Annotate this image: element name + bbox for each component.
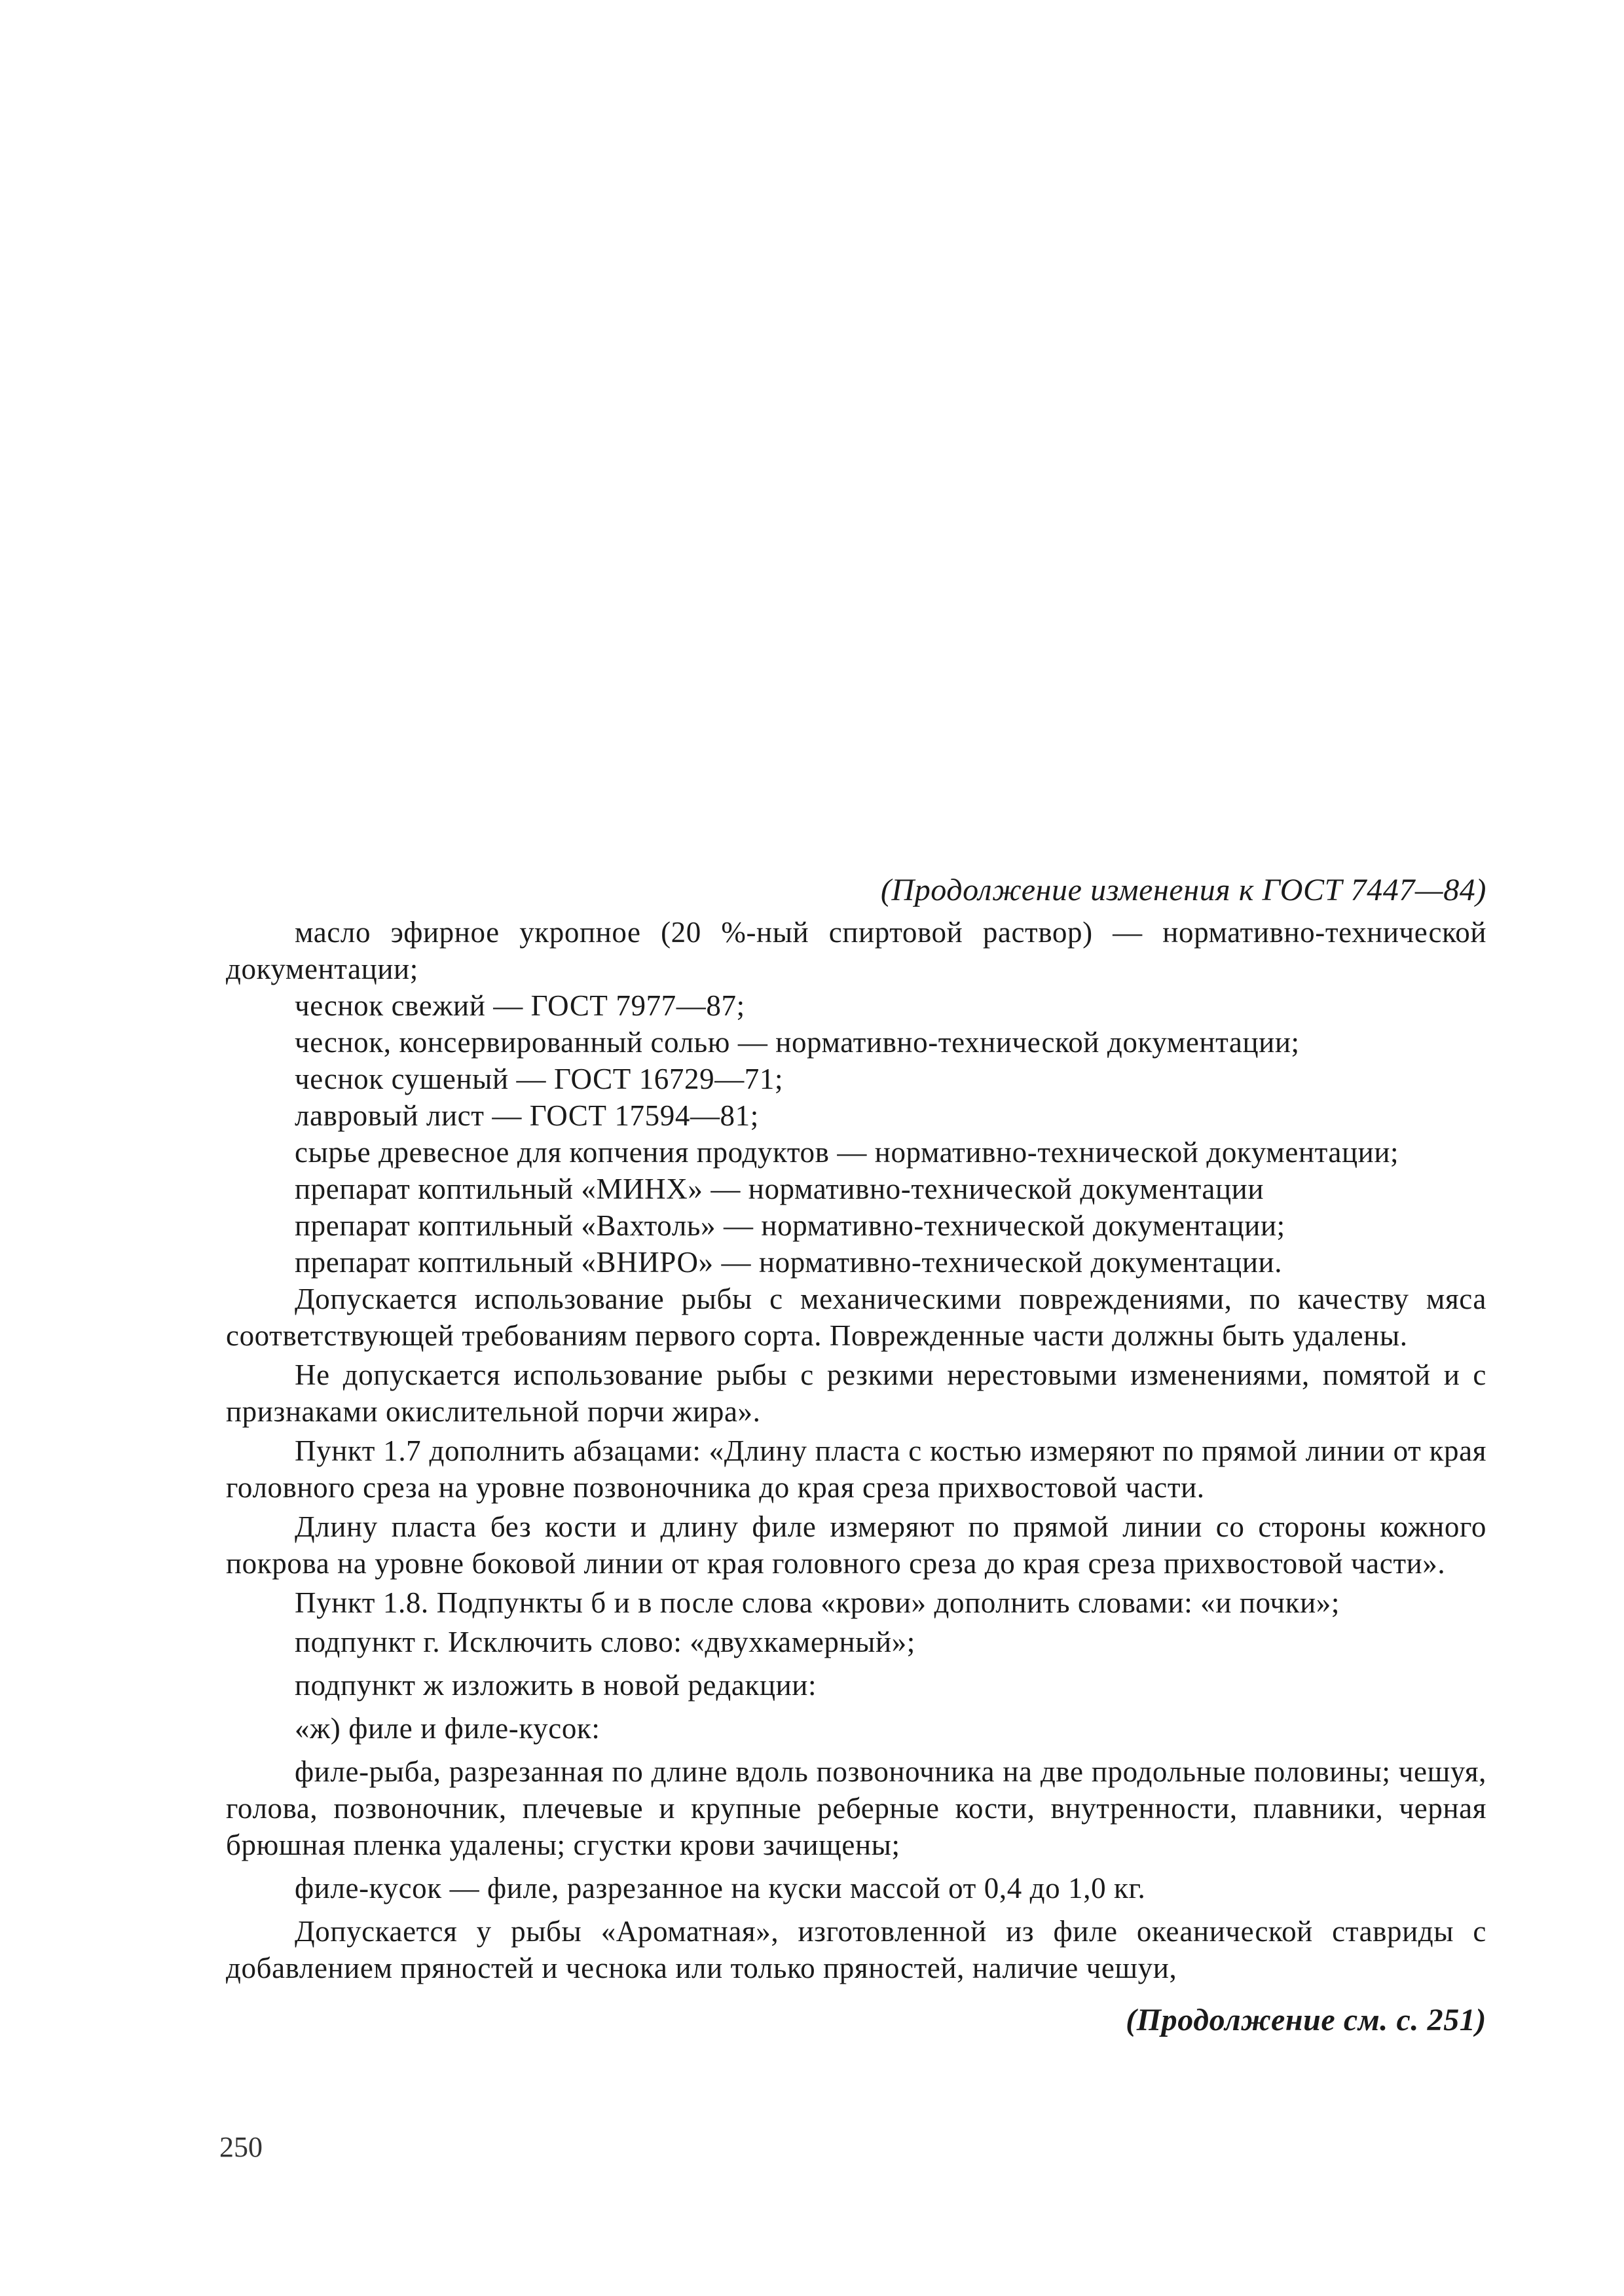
paragraph-aromatic-fish: Допускается у рыбы «Ароматная», изготовленной из филе океанической ставриды с добавлением пряностей и чеснока или только пряностей, наличие чешуи, bbox=[226, 1915, 1486, 1984]
list-item-minh: препарат коптильный «МИНХ» — нормативно-технической документации bbox=[295, 1173, 1264, 1205]
list-item-fresh-garlic: чеснок свежий — ГОСТ 7977—87; bbox=[295, 989, 745, 1022]
list-item-dill-oil: масло эфирное укропное (20 %-ный спиртовой раствор) — нормативно-технической документации; bbox=[226, 916, 1486, 985]
list-item-bay-leaf: лавровый лист — ГОСТ 17594—81; bbox=[295, 1099, 759, 1132]
paragraph-point-1-7: Пункт 1.7 дополнить абзацами: «Длину пласта с костью измеряют по прямой линии от края головного среза на уровне позвоночника до края среза прихвостовой части. bbox=[226, 1434, 1486, 1504]
paragraph-subpoint-g: подпункт г. Исключить слово: «двухкамерный»; bbox=[295, 1626, 915, 1658]
paragraph-fillet-piece: филе-кусок — филе, разрезанное на куски массой от 0,4 до 1,0 кг. bbox=[295, 1872, 1146, 1904]
paragraph-mechanical-damage: Допускается использование рыбы с механическими повреждениями, по качеству мяса соответствующей требованиям первого сорта. Поврежденные части должны быть удалены. bbox=[226, 1283, 1486, 1352]
paragraph-length-measure: Длину пласта без кости и длину филе измеряют по прямой линии со стороны кожного покрова на уровне боковой линии от края головного среза до края среза прихвостовой части». bbox=[226, 1510, 1486, 1580]
paragraph-subpoint-zh: подпункт ж изложить в новой редакции: bbox=[295, 1669, 817, 1702]
list-item-smoking-wood: сырье древесное для копчения продуктов — нормативно-технической документации; bbox=[295, 1136, 1399, 1169]
page-content bbox=[226, 871, 1486, 2040]
paragraph-fillet-definition: филе-рыба, разрезанная по длине вдоль позвоночника на две продольные половины; чешуя, голова, позвоночник, плечевые и крупные реберные кости, внутренности, плавники, черная брюшная пленка удалены; сгустки крови зачищены; bbox=[226, 1755, 1486, 1861]
list-item-vniro: препарат коптильный «ВНИРО» — нормативно-технической документации. bbox=[295, 1246, 1283, 1279]
continuation-footer: (Продолжение см. с. 251) bbox=[1126, 2003, 1486, 2037]
paragraph-not-allowed: Не допускается использование рыбы с резкими нерестовыми изменениями, помятой и с признаками окислительной порчи жира». bbox=[226, 1358, 1486, 1428]
continuation-header: (Продолжение изменения к ГОСТ 7447—84) bbox=[880, 873, 1486, 907]
list-item-dried-garlic: чеснок сушеный — ГОСТ 16729—71; bbox=[295, 1063, 784, 1095]
list-item-salted-garlic: чеснок, консервированный солью — нормативно-технической документации; bbox=[295, 1026, 1300, 1059]
page-number: 250 bbox=[219, 2131, 263, 2163]
list-item-vahtol: препарат коптильный «Вахтоль» — нормативно-технической документации; bbox=[295, 1209, 1285, 1242]
paragraph-point-1-8: Пункт 1.8. Подпункты б и в после слова «крови» дополнить словами: «и почки»; bbox=[295, 1586, 1340, 1619]
paragraph-fillet-heading: «ж) филе и филе-кусок: bbox=[295, 1712, 600, 1745]
